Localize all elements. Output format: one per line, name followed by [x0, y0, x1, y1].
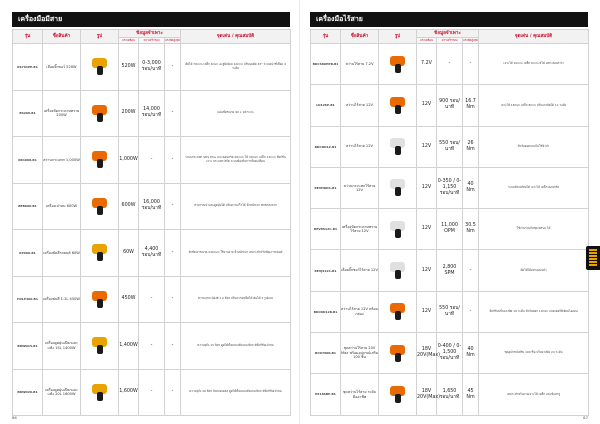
product-name-cell: สว่านไร้สาย 7.2V: [341, 44, 379, 85]
product-name-cell: เครื่องขัดกระดาษทราย 200W: [43, 90, 81, 137]
torque-cell: 45 Nm: [463, 374, 479, 415]
product-name-cell: เครื่องพ่นสี 1.2L 450W: [43, 276, 81, 323]
product-image-cell: [379, 291, 417, 332]
table-row: [311, 209, 589, 250]
product-name-cell: เครื่องขัดสีรถยนต์ 60W: [43, 230, 81, 277]
speed-cell: -: [139, 323, 165, 370]
power-tool-icon: [89, 289, 111, 309]
power-cell: 600W: [119, 183, 139, 230]
speed-cell: 2,800 SPM: [437, 250, 463, 291]
speed-cell: 0-3,000 รอบ/นาที: [139, 44, 165, 91]
table-row: [13, 90, 291, 137]
table-row: [311, 291, 589, 332]
speed-cell: 11,000 OPM: [437, 209, 463, 250]
col-model: รุ่น: [311, 30, 341, 44]
table-row: [13, 276, 291, 323]
power-tool-icon: [89, 149, 111, 169]
product-image-cell: [379, 209, 417, 250]
power-tool-icon: [387, 301, 409, 321]
torque-cell: -: [463, 291, 479, 332]
power-tool-icon: [89, 196, 111, 216]
power-cell: 12V: [417, 126, 437, 167]
product-image-cell: [81, 183, 119, 230]
col-features: จุดเด่น / คุณสมบัติ: [181, 30, 291, 44]
features-cell: ตัดไม้ 70mm เหล็ก 6mm อะลูมิเนียม 10mm ปรับมุมตัด 45° ระบบเป่าขี้เลื่อย 4 ระดับ: [181, 44, 291, 91]
product-name-cell: ชุดสว่านไร้สาย 20V Max พร้อมอุปกรณ์เสริม 100 ชิ้น: [341, 333, 379, 374]
product-image-cell: [81, 90, 119, 137]
table-row: [311, 250, 589, 291]
power-cell: 1,400W: [119, 323, 139, 370]
torque-cell: -: [165, 44, 181, 91]
power-cell: 12V: [417, 209, 437, 250]
speed-cell: -: [437, 44, 463, 85]
col-power: แรงเคลื่อน: [417, 38, 437, 44]
speed-cell: -: [139, 369, 165, 416]
power-tool-icon: [387, 54, 409, 74]
brand-logo-icon: [589, 249, 597, 267]
col-speed: ความเร็วรอบ: [139, 38, 165, 44]
product-image-cell: [379, 374, 417, 415]
section-title-corded: เครื่องมือมีสาย: [12, 12, 290, 27]
features-cell: ระบบหัวเปลี่ยนได้ เจาะไม้ เหล็ก คอนกรีต: [479, 167, 589, 208]
product-image-cell: [379, 250, 417, 291]
model-cell: EX18SBP-B1: [311, 374, 341, 415]
model-cell: BDWD20-B1: [13, 369, 43, 416]
torque-cell: 40 Nm: [463, 333, 479, 374]
features-cell: ใช้งานร่วมกับชุด REVA ได้: [479, 209, 589, 250]
power-tool-icon: [89, 335, 111, 355]
col-specs: ข้อมูลจำเพาะ: [119, 30, 181, 38]
power-tool-icon: [387, 343, 409, 363]
product-image-cell: [379, 44, 417, 85]
power-cell: 60W: [119, 230, 139, 277]
torque-cell: -: [165, 183, 181, 230]
product-image-cell: [81, 44, 119, 91]
model-cell: LD12SP-B1: [311, 85, 341, 126]
col-torque: แรงบิดสูงสุด: [165, 38, 180, 42]
product-image-cell: [81, 276, 119, 323]
product-name-cell: สว่านไร้สาย 12V: [341, 85, 379, 126]
features-cell: ความจุถัง 15 ลิตร ดูดได้ทั้งแบบแห้งและเปียก มีฟังก์ชันเป่าลม: [181, 323, 291, 370]
torque-cell: -: [463, 44, 479, 85]
brand-side-tab: [586, 246, 600, 270]
torque-cell: 16.7 Nm: [463, 85, 479, 126]
product-name-cell: เครื่องดูดฝุ่นเปียกและแห้ง 15L 1400W: [43, 323, 81, 370]
model-cell: REVJS12C-B1: [311, 250, 341, 291]
col-speed: ความเร็วรอบ: [437, 38, 463, 44]
power-cell: 1,000W: [119, 137, 139, 184]
power-cell: 450W: [119, 276, 139, 323]
speed-cell: -: [139, 276, 165, 323]
power-cell: 12V: [417, 250, 437, 291]
speed-cell: 900 รอบ/นาที: [437, 85, 463, 126]
power-cell: 520W: [119, 44, 139, 91]
col-power: แรงเคลื่อน: [119, 38, 139, 44]
table-row: [13, 323, 291, 370]
product-name-cell: เครื่องเป่าลม 600W: [43, 183, 81, 230]
features-cell: ตัดไม้ได้อย่างแม่นยำ: [479, 250, 589, 291]
table-row: [311, 126, 589, 167]
product-name-cell: เลื่อยจิ๊กซอว์ 520W: [43, 44, 81, 91]
product-name-cell: เครื่องขัดกระดาษทรายไร้สาย 12V: [341, 209, 379, 250]
model-cell: BDWD15-B1: [13, 323, 43, 370]
model-cell: BEB600-B1: [13, 183, 43, 230]
model-cell: BDCDD12-B1: [311, 126, 341, 167]
features-cell: หัวจับดอกแบบไม่ใช้จำปา: [479, 126, 589, 167]
torque-cell: -: [165, 230, 181, 277]
torque-cell: 30.5 Nm: [463, 209, 479, 250]
features-cell: ผ้าขัดเงาขนาด 240mm ใช้งานง่าย น้ำหนักเบา เหมาะสำหรับขัดเงารถยนต์: [181, 230, 291, 277]
table-row: [311, 44, 589, 85]
model-cell: BDCDD12K-B1: [311, 291, 341, 332]
model-cell: HVLP400-B1: [13, 276, 43, 323]
features-cell: ฟังก์ชันปรับแรงบิด 10 ระดับ หัวจับดอก 10mm แบตเตอรี่ลิเธียมไอออน: [479, 291, 589, 332]
speed-cell: 0-350 / 0-1,150 รอบ/นาที: [437, 167, 463, 208]
power-cell: 12V: [417, 167, 437, 208]
power-tool-icon: [89, 382, 111, 402]
model-cell: BDCS80HPK-B1: [311, 44, 341, 85]
power-cell: 1,600W: [119, 369, 139, 416]
page-number-left: 86: [12, 415, 17, 420]
corded-tools-table: [12, 29, 291, 416]
power-tool-icon: [387, 136, 409, 156]
model-cell: BS200-B1: [13, 90, 43, 137]
product-name-cell: สว่านไร้สาย 12V: [341, 126, 379, 167]
power-tool-icon: [387, 95, 409, 115]
speed-cell: 550 รอบ/นาที: [437, 291, 463, 332]
power-cell: 200W: [119, 90, 139, 137]
table-row: [311, 374, 589, 415]
section-title-cordless: เครื่องมือไร้สาย: [310, 12, 588, 27]
table-row: [311, 85, 589, 126]
model-cell: REVHDDC-B1: [311, 167, 341, 208]
features-cell: เหมาะสำหรับงานเจาะไม้ เหล็ก และขันสกรู: [479, 374, 589, 415]
speed-cell: 16,000 รอบ/นาที: [139, 183, 165, 230]
power-cell: 18V 20V(Max): [417, 333, 437, 374]
model-cell: KS701PE-B1: [13, 44, 43, 91]
table-row: [311, 333, 589, 374]
power-tool-icon: [387, 260, 409, 280]
features-cell: ชุดอุปกรณ์เสริม 100 ชิ้น ปรับแรงบิด 24 ระดับ: [479, 333, 589, 374]
product-image-cell: [379, 85, 417, 126]
col-image: รูป: [81, 30, 119, 44]
torque-cell: -: [165, 323, 181, 370]
table-row: [13, 230, 291, 277]
table-row: [13, 137, 291, 184]
product-image-cell: [379, 333, 417, 374]
power-tool-icon: [387, 384, 409, 404]
power-tool-icon: [387, 177, 409, 197]
features-cell: ระบบกระแทก SDS Plus เจาะคอนกรีต 26mm ไม้ 30mm เหล็ก 13mm ฟังก์ชันเจาะ กระแทก สกัด ระบบป้องกันการสั่นสะเทือน: [181, 137, 291, 184]
speed-cell: -: [139, 137, 165, 184]
col-product: ชื่อสินค้า: [43, 30, 81, 44]
product-image-cell: [81, 137, 119, 184]
col-model: รุ่น: [13, 30, 43, 44]
right-page: [300, 0, 600, 424]
torque-cell: -: [165, 137, 181, 184]
table-row: [13, 44, 291, 91]
model-cell: BCD700K-B1: [311, 333, 341, 374]
features-cell: เจาะไม้ 10mm เหล็ก 6mm มีไฟ LED ส่องสว่าง: [479, 44, 589, 85]
power-tool-icon: [89, 56, 111, 76]
power-tool-icon: [387, 219, 409, 239]
speed-cell: 0-400 / 0-1,500 รอบ/นาที: [437, 333, 463, 374]
model-cell: KP600-B1: [13, 230, 43, 277]
features-cell: แผ่นขัดขนาด 90 x 187mm: [181, 90, 291, 137]
speed-cell: 550 รอบ/นาที: [437, 126, 463, 167]
product-image-cell: [81, 230, 119, 277]
col-torque: แรงบิดสูงสุด: [463, 38, 478, 42]
speed-cell: 1,650 รอบ/นาที: [437, 374, 463, 415]
torque-cell: -: [165, 369, 181, 416]
torque-cell: -: [165, 90, 181, 137]
product-image-cell: [81, 369, 119, 416]
col-product: ชื่อสินค้า: [341, 30, 379, 44]
features-cell: เจาะไม้ 18mm เหล็ก 8mm ปรับแรงบิดได้ 11 ระดับ: [479, 85, 589, 126]
power-tool-icon: [89, 103, 111, 123]
product-name-cell: สว่านไร้สาย 12V พร้อมกล่อง: [341, 291, 379, 332]
product-name-cell: สว่านกระแทกไร้สาย 12V: [341, 167, 379, 208]
features-cell: สามารถเป่าและดูดฝุ่นได้ ปรับความเร็วได้ น้ำหนักเบา พกพาสะดวก: [181, 183, 291, 230]
torque-cell: 40 Nm: [463, 167, 479, 208]
torque-cell: -: [165, 276, 181, 323]
col-features: จุดเด่น / คุณสมบัติ: [479, 30, 589, 44]
table-row: [13, 183, 291, 230]
col-specs: ข้อมูลจำเพาะ: [417, 30, 479, 38]
product-name-cell: ชุดสว่านไร้สาย ระดับมืออาชีพ: [341, 374, 379, 415]
product-name-cell: สว่านกระแทก 1,000W: [43, 137, 81, 184]
speed-cell: 14,000 รอบ/นาที: [139, 90, 165, 137]
cordless-tools-table: [310, 29, 589, 416]
page-number-right: 87: [583, 415, 588, 420]
product-name-cell: เครื่องดูดฝุ่นเปียกและแห้ง 20L 1600W: [43, 369, 81, 416]
product-image-cell: [379, 126, 417, 167]
product-image-cell: [379, 167, 417, 208]
power-tool-icon: [89, 242, 111, 262]
torque-cell: 26 Nm: [463, 126, 479, 167]
features-cell: ความจุกระป๋องสี 1.2 ลิตร ปรับความหนืดได้ พ่นได้ 3 รูปแบบ: [181, 276, 291, 323]
model-cell: KR1008-B1: [13, 137, 43, 184]
table-row: [13, 369, 291, 416]
features-cell: ความจุถัง 20 ลิตร ถังสแตนเลส ดูดได้ทั้งแบบแห้งและเปียก มีฟังก์ชันเป่าลม: [181, 369, 291, 416]
speed-cell: 4,400 รอบ/นาที: [139, 230, 165, 277]
torque-cell: -: [463, 250, 479, 291]
power-cell: 12V: [417, 85, 437, 126]
table-row: [311, 167, 589, 208]
model-cell: REVRS12C-B1: [311, 209, 341, 250]
col-image: รูป: [379, 30, 417, 44]
power-cell: 18V 20V(Max): [417, 374, 437, 415]
product-name-cell: เลื่อยจิ๊กซอว์ไร้สาย 12V: [341, 250, 379, 291]
power-cell: 12V: [417, 291, 437, 332]
product-image-cell: [81, 323, 119, 370]
power-cell: 7.2V: [417, 44, 437, 85]
